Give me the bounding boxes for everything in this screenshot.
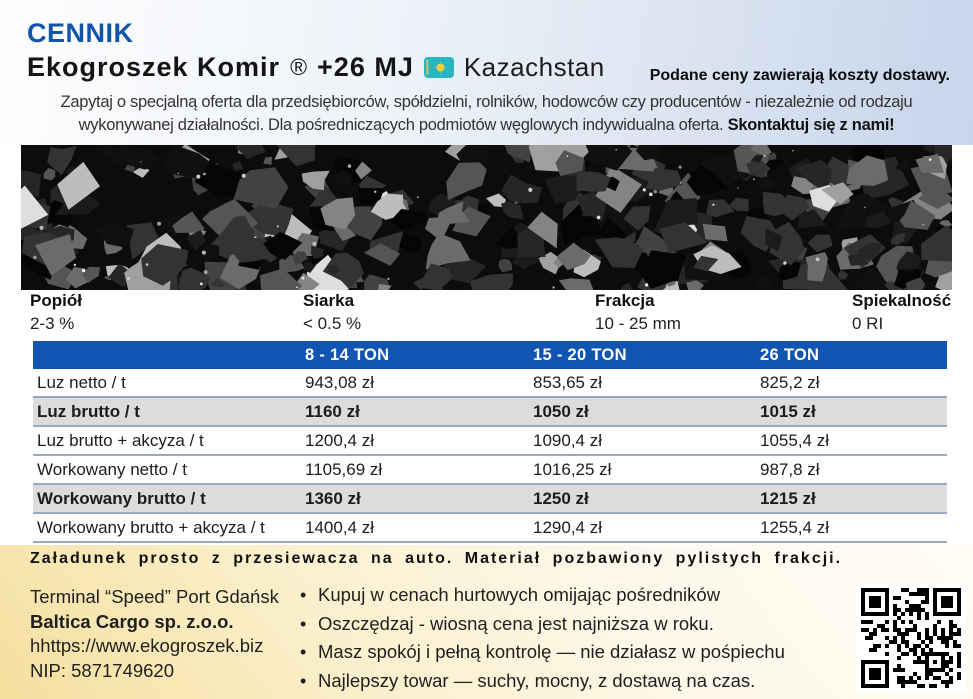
benefit-item xyxy=(300,581,785,610)
spec-value: < 0.5 % xyxy=(303,314,362,333)
delivery-note: Podane ceny zawierają koszty dostawy. xyxy=(649,67,950,84)
bullet-icon: • xyxy=(300,585,307,605)
company-terminal: Terminal “Speed” Port Gdańsk xyxy=(30,586,279,607)
spec-popiół xyxy=(30,291,82,334)
specs-row xyxy=(0,291,973,339)
kazakhstan-flag-icon xyxy=(424,57,454,78)
company-info xyxy=(30,585,279,683)
spec-spiekalność xyxy=(852,291,951,334)
table-row xyxy=(33,456,947,485)
spec-value: 10 - 25 mm xyxy=(595,314,681,333)
bullet-icon: • xyxy=(300,670,307,691)
footer-headline: Załadunek prosto z przesiewacza na auto. Materiał pozbawiony pylistych frakcji. xyxy=(30,550,843,567)
price-value: 1050 zł xyxy=(533,401,589,421)
spec-label: Frakcja xyxy=(595,291,655,310)
price-value: 1360 zł xyxy=(305,488,361,508)
benefit-item xyxy=(300,667,785,696)
benefit-text: Oszczędzaj - wiosną cena jest najniższa w roku. xyxy=(318,612,714,634)
bullet-icon: • xyxy=(300,613,307,634)
column-header: 15 - 20 TON xyxy=(533,345,627,364)
company-nip: NIP: 5871749620 xyxy=(30,659,175,681)
price-value: 1200,4 zł xyxy=(305,430,374,450)
row-label: Luz brutto / t xyxy=(37,401,140,421)
price-value: 1160 zł xyxy=(305,401,360,421)
price-value: 1105,69 zł xyxy=(305,459,383,479)
qr-code-pattern xyxy=(861,588,961,688)
footer-section xyxy=(0,545,973,699)
price-value: 825,2 zł xyxy=(760,372,820,392)
price-table xyxy=(33,341,947,543)
row-label: Luz netto / t xyxy=(37,372,126,392)
spec-value: 2-3 % xyxy=(30,314,75,333)
price-value: 1400,4 zł xyxy=(305,517,374,537)
price-value: 987,8 zł xyxy=(760,459,820,479)
price-value: 1015 zł xyxy=(760,401,816,421)
table-row xyxy=(33,398,947,427)
price-value: 1016,25 zł xyxy=(533,459,612,479)
row-label: Workowany netto / t xyxy=(37,459,187,479)
registered-trademark-icon: ® xyxy=(290,54,308,80)
table-row xyxy=(33,369,947,398)
product-origin: Kazachstan xyxy=(463,52,605,82)
intro-paragraph xyxy=(0,91,973,137)
benefit-item xyxy=(300,610,785,639)
spec-frakcja xyxy=(595,291,681,334)
benefits-list xyxy=(300,581,785,695)
page-title: CENNIK xyxy=(27,18,134,48)
row-label: Workowany brutto / t xyxy=(37,488,206,508)
intro-cta: Skontaktuj się z nami! xyxy=(727,116,895,134)
benefit-text: Masz spokój i pełną kontrolę — nie działasz w pośpiechu xyxy=(318,641,785,663)
row-label: Workowany brutto + akcyza / t xyxy=(37,517,265,537)
product-name: Ekogroszek Komir xyxy=(27,52,281,82)
row-label: Luz brutto + akcyza / t xyxy=(37,430,204,450)
price-value: 1250 zł xyxy=(533,488,589,508)
header-section xyxy=(0,0,973,145)
spec-label: Siarka xyxy=(303,291,355,310)
company-website-link[interactable]: hhttps://www.ekogroszek.biz xyxy=(30,635,264,657)
company-name: Baltica Cargo sp. z.o.o. xyxy=(30,610,234,632)
spec-siarka xyxy=(303,291,361,334)
spec-label: Popiół xyxy=(30,291,82,310)
intro-line-2: wykonywanej działalności. Dla pośredniczących podmiotów węglowych indywidualna oferta. Skontaktuj się z nami! xyxy=(78,116,895,134)
price-value: 1255,4 zł xyxy=(760,517,829,537)
benefit-item xyxy=(300,638,785,667)
spec-value: 0 RI xyxy=(852,314,884,333)
table-row xyxy=(33,514,947,543)
product-energy: +26 MJ xyxy=(317,52,414,82)
qr-code xyxy=(856,583,966,693)
column-header: 26 TON xyxy=(760,345,820,364)
price-value: 1090,4 zł xyxy=(533,430,602,450)
price-table-body xyxy=(33,369,947,543)
table-row xyxy=(33,485,947,514)
price-value: 1055,4 zł xyxy=(760,430,829,450)
spec-label: Spiekalność xyxy=(852,291,952,310)
column-header: 8 - 14 TON xyxy=(305,345,390,364)
price-value: 853,65 zł xyxy=(533,372,602,392)
price-table-header xyxy=(33,341,947,369)
intro-line-1: Zapytaj o specjalną oferta dla przedsiębiorców, spółdzielni, rolników, hodowców czy producentów - niezależnie od rodzaju xyxy=(60,93,913,111)
benefit-text: Kupuj w cenach hurtowych omijając pośredników xyxy=(318,584,721,605)
coal-photo xyxy=(21,145,952,290)
price-value: 1215 zł xyxy=(760,488,816,508)
product-title-row xyxy=(27,52,605,83)
table-row xyxy=(33,427,947,456)
price-value: 943,08 zł xyxy=(305,372,374,392)
price-value: 1290,4 zł xyxy=(533,517,602,537)
benefit-text: Najlepszy towar — suchy, mocny, z dostawą na czas. xyxy=(318,669,756,691)
bullet-icon: • xyxy=(300,642,307,663)
